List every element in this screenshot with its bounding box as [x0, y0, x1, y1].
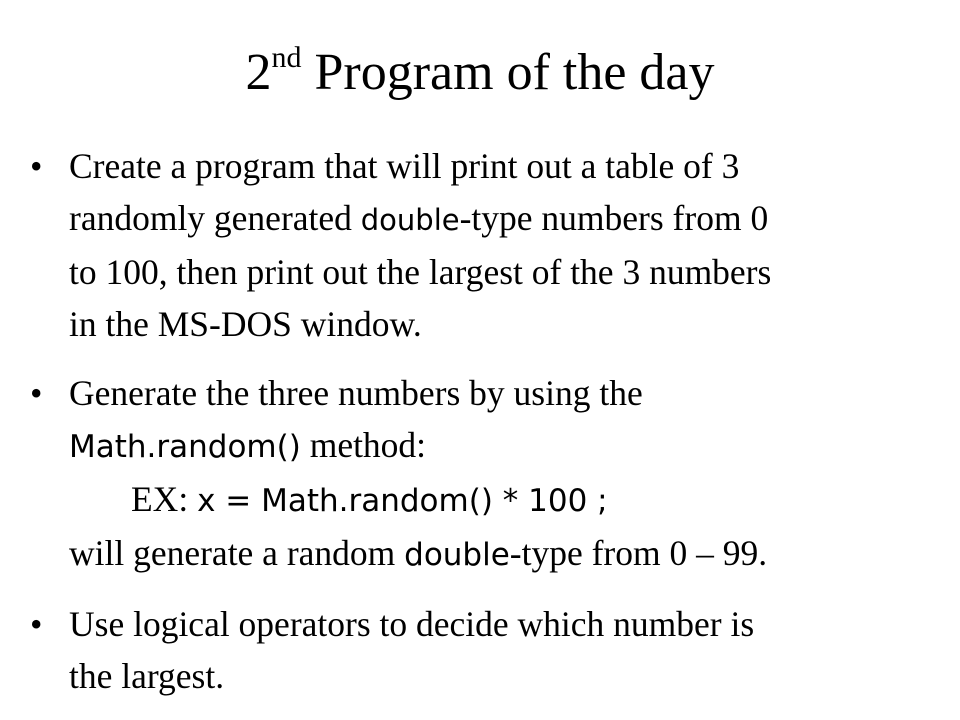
bullet-2-line-1: Generate the three numbers by using the — [69, 373, 643, 413]
bullet-1-line-2-text: randomly generated — [69, 198, 361, 238]
example-line — [69, 473, 940, 527]
code-double-2: double — [404, 537, 510, 573]
code-math-random: Math.random() — [69, 429, 301, 465]
example-label: EX: — [131, 479, 198, 519]
bullet-dot-icon: • — [30, 146, 43, 186]
title-text: Program of the day — [301, 44, 715, 101]
bullet-3-line-1: Use logical operators to decide which number is — [69, 604, 755, 644]
bullet-3-line-2: the largest. — [69, 656, 225, 696]
title-number: 2 — [245, 44, 272, 101]
bullet-2-line-4-text: will generate a random — [69, 533, 405, 573]
bullet-item-1 — [30, 140, 940, 350]
bullet-2-line-4-text-end: -type from 0 – 99. — [509, 533, 768, 573]
bullet-1-line-2 — [69, 192, 940, 246]
bullet-1-line-2-text-end: -type numbers from 0 — [459, 198, 769, 238]
bullet-1-line-3: to 100, then print out the largest of the 3 numbers — [69, 252, 772, 292]
bullet-2-line-2 — [69, 419, 940, 473]
bullet-item-2 — [30, 367, 940, 581]
bullet-2-line-2-text: method: — [300, 425, 427, 465]
bullet-dot-icon: • — [30, 373, 43, 413]
bullet-item-3 — [30, 598, 940, 702]
bullet-1-line-1: Create a program that will print out a table of 3 — [69, 146, 740, 186]
code-double: double — [360, 203, 460, 237]
bullet-1-line-4: in the MS-DOS window. — [69, 304, 422, 344]
title-ordinal-suffix: nd — [271, 41, 302, 74]
slide-title — [0, 38, 960, 108]
example-code: x = Math.random() * 100 ; — [197, 483, 608, 519]
bullet-2-line-4 — [69, 527, 940, 581]
bullet-list — [30, 140, 940, 719]
bullet-dot-icon: • — [30, 604, 43, 644]
